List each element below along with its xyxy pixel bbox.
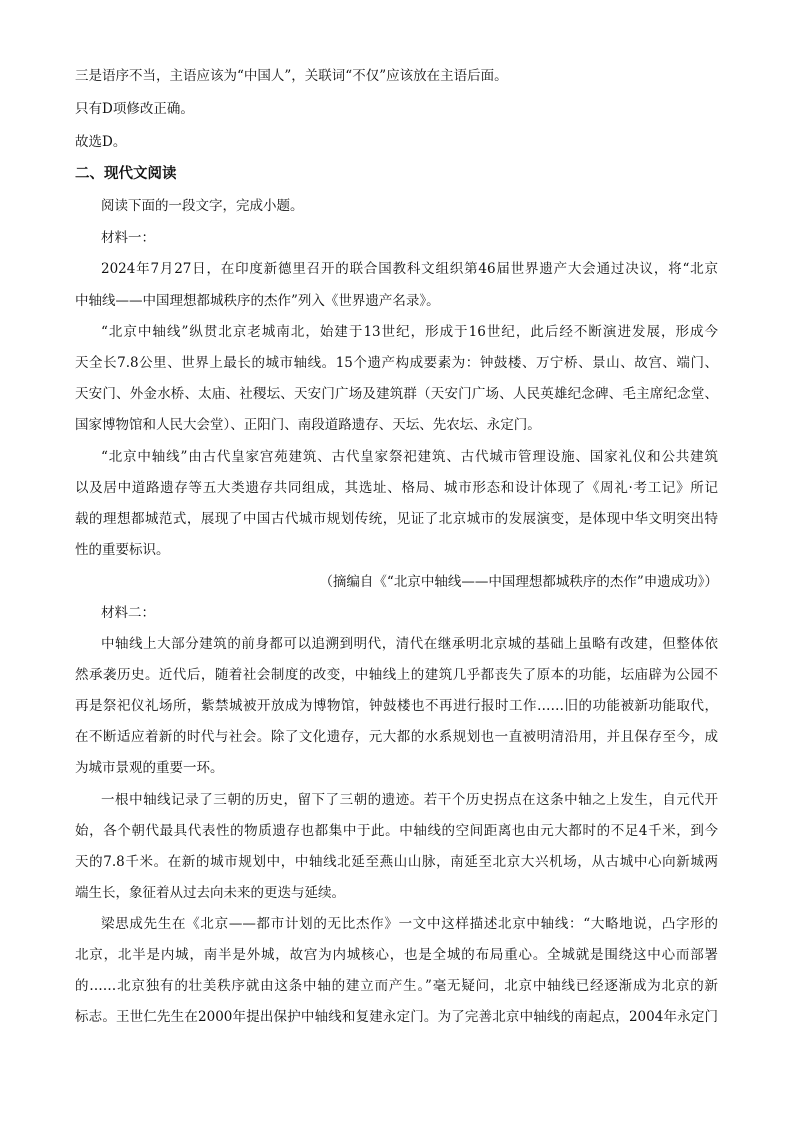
material2-p2-line: 始，各个朝代最具代表性的物质遗存也都集中于此。中轴线的空间距离也由元大都时的不足4千米，到今: [75, 823, 718, 839]
material2-p2-line: 端生长，象征着从过去向未来的更迭与延续。: [75, 885, 345, 901]
answer-line-2: 只有D项修改正确。: [75, 101, 194, 117]
material1-p2-line: 天安门、外金水桥、太庙、社稷坛、天安门广场及建筑群（天安门广场、人民英雄纪念碑、毛主席纪念堂、: [75, 386, 718, 402]
material1-p1-line: 2024年7月27日，在印度新德里召开的联合国教科文组织第46届世界遗产大会通过决议，将“北京: [101, 261, 718, 277]
material1-source: （摘编自《“北京中轴线——中国理想都城秩序的杰作”申遗成功》）: [319, 574, 718, 590]
material1-p2-line: 天全长7.8公里、世界上最长的城市轴线。15个遗产构成要素为：钟鼓楼、万宁桥、景山、故宫、端门、: [75, 355, 718, 371]
material2-p3-line: 北京，北半是内城，南半是外城，故宫为内城核心，也是全城的布局重心。全城就是围绕这中心而部署: [75, 947, 718, 963]
material2-p3-line: 梁思成先生在《北京——都市计划的无比杰作》一文中这样描述北京中轴线：“大略地说，凸字形的: [101, 916, 718, 932]
material1-p2-line: “北京中轴线”纵贯北京老城南北，始建于13世纪，形成于16世纪，此后经不断演进发展，形成今: [101, 324, 718, 340]
material2-p1-line: 然承袭历史。近代后，随着社会制度的改变，中轴线上的建筑几乎都丧失了原本的功能，坛庙辟为公园不: [75, 667, 718, 683]
material1-p3-line: 性的重要标识。: [75, 542, 170, 558]
material2-p2-line: 天的7.8千米。在新的城市规划中，中轴线北延至燕山山脉，南延至北京大兴机场，从古城中心向新城两: [75, 854, 718, 870]
material2-p2-line: 一根中轴线记录了三朝的历史，留下了三朝的遗迹。若干个历史拐点在这条中轴之上发生，自元代开: [101, 792, 718, 808]
material1-p3-line: 载的理想都城范式，展现了中国古代城市规划传统，见证了北京城市的发展演变，是体现中华文明突出特: [75, 511, 718, 527]
section-heading: 二、现代文阅读: [75, 165, 177, 182]
material2-p1-line: 为城市景观的重要一环。: [75, 760, 224, 776]
material2-p1-line: 在不断适应着新的时代与社会。除了文化遗存，元大都的水系规划也一直被明清沿用，并且保存至今，成: [75, 729, 718, 745]
material2-p3-line: 标志。王世仁先生在2000年提出保护中轴线和复建永定门。为了完善北京中轴线的南起点，2004年永定门: [75, 1009, 718, 1025]
answer-line-3: 故选D。: [75, 134, 127, 150]
material2-p1-line: 再是祭祀仪礼场所，紫禁城被开放成为博物馆，钟鼓楼也不再进行报时工作……旧的功能被新功能取代，: [75, 698, 718, 714]
material1-label: 材料一：: [101, 230, 155, 246]
answer-line-1: 三是语序不当，主语应该为“中国人”，关联词“不仅”应该放在主语后面。: [75, 68, 508, 84]
material2-p1-line: 中轴线上大部分建筑的前身都可以追溯到明代，清代在继承明北京城的基础上虽略有改建，但整体依: [101, 636, 718, 652]
material1-p2-line: 国家博物馆和人民大会堂）、正阳门、南段道路遗存、天坛、先农坛、永定门。: [75, 417, 541, 433]
material2-label: 材料二：: [101, 605, 155, 621]
section-instruction: 阅读下面的一段文字，完成小题。: [101, 198, 304, 214]
material1-p3-line: “北京中轴线”由古代皇家宫苑建筑、古代皇家祭祀建筑、古代城市管理设施、国家礼仪和公共建筑: [101, 449, 718, 465]
material1-p1-line: 中轴线——中国理想都城秩序的杰作”列入《世界遗产名录》。: [75, 293, 440, 309]
material2-p3-line: 的……北京独有的壮美秩序就由这条中轴的建立而产生。”毫无疑问，北京中轴线已经逐渐成为北京的新: [75, 978, 718, 994]
material1-p3-line: 以及居中道路遗存等五大类遗存共同组成，其选址、格局、城市形态和设计体现了《周礼·考工记》所记: [75, 480, 718, 496]
